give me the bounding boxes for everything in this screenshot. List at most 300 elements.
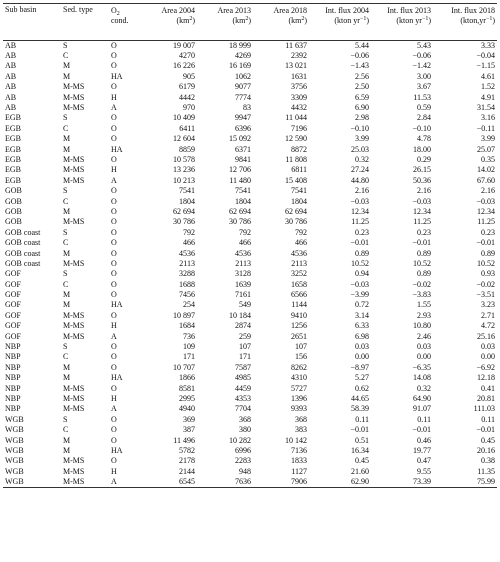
cell-o2-cond: HA (111, 71, 123, 81)
cell-sed-type: M-MS (63, 258, 85, 268)
table-row (3, 435, 497, 445)
table-row (3, 176, 497, 186)
cell-flux-2013: −1.42 (412, 61, 431, 71)
cell-sub-basin: NBP (5, 342, 21, 352)
cell-sub-basin: NBP (5, 373, 21, 383)
cell-sed-type: S (63, 227, 68, 237)
cell-flux-2013: 1.55 (417, 300, 431, 310)
cell-sub-basin: EGB (5, 144, 21, 154)
cell-area-2013: 7161 (235, 290, 251, 300)
cell-area-2004: 4442 (179, 92, 195, 102)
table-row (3, 425, 497, 435)
cell-area-2013: 466 (239, 238, 251, 248)
cell-sub-basin: WGB (5, 425, 24, 435)
cell-area-2004: 6179 (179, 82, 195, 92)
cell-flux-2004: −0.01 (350, 238, 369, 248)
cell-flux-2004: 0.62 (355, 383, 369, 393)
cell-area-2004: 109 (183, 342, 195, 352)
cell-area-2013: 549 (239, 300, 251, 310)
cell-area-2004: 1804 (179, 196, 195, 206)
cell-o2-cond: O (111, 82, 117, 92)
table-row (3, 290, 497, 300)
cell-sub-basin: NBP (5, 404, 21, 414)
col-header-flux-2018: Int. flux 2018 $(kton,yr^{-1})$ (451, 6, 495, 25)
cell-flux-2018: 12.18 (477, 373, 495, 383)
cell-area-2013: 107 (239, 342, 251, 352)
cell-area-2018: 1144 (291, 300, 307, 310)
cell-flux-2018: 0.89 (481, 248, 495, 258)
cell-area-2004: 736 (183, 331, 195, 341)
cell-sed-type: M-MS (63, 310, 85, 320)
cell-sed-type: C (63, 238, 69, 248)
cell-sub-basin: GOB (5, 217, 22, 227)
cell-sub-basin: GOB (5, 196, 22, 206)
cell-area-2018: 1396 (291, 393, 307, 403)
cell-sub-basin: GOB coast (5, 258, 41, 268)
cell-flux-2004: 6.98 (355, 331, 369, 341)
table-row (3, 259, 497, 269)
cell-area-2013: 6396 (235, 123, 251, 133)
cell-area-2013: 7704 (235, 404, 251, 414)
cell-o2-cond: O (111, 258, 117, 268)
table-row (3, 228, 497, 238)
cell-area-2004: 8581 (179, 383, 195, 393)
cell-flux-2013: −6.35 (412, 362, 431, 372)
cell-area-2004: 16 226 (173, 61, 195, 71)
cell-flux-2018: 67.60 (477, 175, 495, 185)
cell-sub-basin: AB (5, 71, 17, 81)
cell-o2-cond: O (111, 113, 117, 123)
table-row (3, 415, 497, 425)
cell-flux-2004: 0.00 (355, 352, 369, 362)
cell-flux-2018: 75.99 (477, 476, 495, 486)
cell-area-2004: 12 604 (173, 134, 195, 144)
table-row (3, 134, 497, 144)
cell-flux-2004: 3.99 (355, 134, 369, 144)
cell-sed-type: M (63, 290, 71, 300)
table-row (3, 269, 497, 279)
cell-flux-2004: 0.11 (355, 414, 369, 424)
cell-flux-2018: −0.11 (476, 123, 495, 133)
cell-area-2018: 7196 (291, 123, 307, 133)
cell-area-2004: 1866 (179, 373, 195, 383)
cell-area-2004: 7456 (179, 290, 195, 300)
cell-flux-2018: 2.71 (481, 310, 495, 320)
cell-flux-2018: 12.34 (477, 206, 495, 216)
cell-flux-2018: 0.93 (481, 269, 495, 279)
cell-flux-2013: 0.32 (417, 383, 431, 393)
col-header-area-2004: Area 2004 $(km^2)$ (161, 6, 195, 25)
cell-flux-2013: 2.84 (417, 113, 431, 123)
cell-o2-cond: O (111, 196, 117, 206)
cell-sub-basin: EGB (5, 175, 21, 185)
cell-flux-2004: 44.65 (351, 393, 369, 403)
cell-area-2004: 5782 (179, 445, 195, 455)
cell-sed-type: C (63, 279, 69, 289)
cell-area-2018: 10 142 (285, 435, 307, 445)
cell-o2-cond: O (111, 51, 117, 61)
cell-flux-2004: −0.03 (350, 279, 369, 289)
cell-flux-2018: 0.23 (481, 227, 495, 237)
cell-flux-2018: 0.00 (481, 352, 495, 362)
cell-sub-basin: GOB (5, 206, 22, 216)
cell-sub-basin: GOB coast (5, 248, 41, 258)
cell-area-2013: 7774 (235, 92, 251, 102)
cell-area-2004: 970 (183, 103, 195, 113)
cell-area-2013: 83 (243, 103, 251, 113)
cell-sed-type: M (63, 248, 71, 258)
cell-o2-cond: O (111, 383, 117, 393)
cell-flux-2018: 0.03 (481, 342, 495, 352)
cell-sed-type: M-MS (63, 321, 85, 331)
cell-area-2018: 2392 (291, 51, 307, 61)
cell-area-2018: 156 (295, 352, 307, 362)
table-row (3, 82, 497, 92)
cell-sed-type: M-MS (63, 404, 85, 414)
cell-area-2018: 11 808 (285, 154, 307, 164)
cell-flux-2004: 0.03 (355, 342, 369, 352)
cell-sub-basin: GOB coast (5, 238, 41, 248)
cell-area-2018: 2113 (291, 258, 307, 268)
cell-flux-2018: 25.07 (477, 144, 495, 154)
cell-area-2004: 30 786 (173, 217, 195, 227)
cell-sed-type: M (63, 435, 71, 445)
cell-sub-basin: NBP (5, 393, 21, 403)
cell-flux-2013: 0.46 (417, 435, 431, 445)
cell-flux-2004: 0.94 (355, 269, 369, 279)
cell-flux-2018: 11.35 (477, 466, 495, 476)
cell-area-2013: 6996 (235, 445, 251, 455)
cell-sub-basin: GOF (5, 290, 22, 300)
cell-sub-basin: WGB (5, 476, 24, 486)
cell-sed-type: M-MS (63, 466, 85, 476)
cell-area-2018: 2651 (291, 331, 307, 341)
cell-flux-2004: 2.56 (355, 71, 369, 81)
cell-area-2004: 1684 (179, 321, 195, 331)
cell-flux-2018: 3.99 (481, 134, 495, 144)
cell-area-2013: 4459 (235, 383, 251, 393)
cell-sed-type: M (63, 134, 71, 144)
cell-o2-cond: O (111, 227, 117, 237)
cell-flux-2004: 21.60 (351, 466, 369, 476)
cell-area-2013: 7636 (235, 476, 251, 486)
cell-sub-basin: NBP (5, 362, 21, 372)
cell-flux-2018: 11.25 (477, 217, 495, 227)
cell-area-2018: 11 637 (285, 40, 307, 50)
cell-area-2004: 8859 (179, 144, 195, 154)
cell-area-2013: 1639 (235, 279, 251, 289)
cell-area-2013: 4269 (235, 51, 251, 61)
cell-flux-2013: −0.02 (412, 279, 431, 289)
cell-flux-2013: −0.01 (412, 425, 431, 435)
cell-flux-2004: 10.52 (351, 258, 369, 268)
cell-o2-cond: O (111, 154, 117, 164)
cell-area-2013: 2113 (235, 258, 251, 268)
cell-flux-2004: −0.06 (350, 51, 369, 61)
cell-sub-basin: EGB (5, 165, 21, 175)
table-row (3, 113, 497, 123)
cell-sed-type: M (63, 362, 71, 372)
cell-flux-2018: 3.33 (481, 40, 495, 50)
table-row (3, 196, 497, 206)
cell-flux-2013: −0.01 (412, 238, 431, 248)
cell-area-2018: 4536 (291, 248, 307, 258)
table-body (3, 41, 497, 488)
cell-sed-type: M (63, 445, 71, 455)
cell-area-2018: 107 (295, 342, 307, 352)
col-header-o2-cond: $O_2$ cond. (111, 6, 129, 25)
cell-o2-cond: A (111, 331, 117, 341)
table-row (3, 207, 497, 217)
cell-area-2004: 62 694 (173, 206, 195, 216)
cell-flux-2013: 10.52 (413, 258, 431, 268)
cell-flux-2013: 2.16 (417, 186, 431, 196)
col-header-area-2018: Area 2018 $(km^2)$ (273, 6, 307, 25)
cell-area-2013: 1062 (235, 71, 251, 81)
cell-sub-basin: AB (5, 82, 17, 92)
cell-area-2013: 4353 (235, 393, 251, 403)
cell-flux-2013: 50.36 (413, 175, 431, 185)
col-header-flux-2004: Int. flux 2004 (kton $yr^{-1}$) (325, 6, 369, 25)
cell-flux-2004: 6.33 (355, 321, 369, 331)
table-row (3, 446, 497, 456)
cell-flux-2013: −3.83 (412, 290, 431, 300)
table-row (3, 165, 497, 175)
cell-flux-2004: 2.98 (355, 113, 369, 123)
cell-flux-2013: 64.90 (413, 393, 431, 403)
cell-area-2004: 1688 (179, 279, 195, 289)
cell-flux-2018: −3.51 (476, 290, 495, 300)
cell-sed-type: S (63, 342, 68, 352)
cell-area-2013: 30 786 (229, 217, 251, 227)
cell-o2-cond: O (111, 134, 117, 144)
cell-sub-basin: NBP (5, 352, 21, 362)
cell-sed-type: S (63, 40, 68, 50)
cell-flux-2018: −1.15 (476, 61, 495, 71)
cell-flux-2018: −0.02 (476, 279, 495, 289)
cell-area-2004: 466 (183, 238, 195, 248)
cell-sub-basin: WGB (5, 414, 24, 424)
cell-o2-cond: O (111, 40, 117, 50)
cell-sub-basin: GOF (5, 279, 22, 289)
cell-flux-2013: 2.46 (417, 331, 431, 341)
cell-flux-2018: 0.45 (481, 435, 495, 445)
cell-sub-basin: WGB (5, 445, 24, 455)
cell-sed-type: C (63, 196, 69, 206)
cell-flux-2013: 0.03 (417, 342, 431, 352)
cell-sub-basin: EGB (5, 154, 21, 164)
cell-flux-2004: 0.51 (355, 435, 369, 445)
cell-area-2018: 3252 (291, 269, 307, 279)
table-row (3, 342, 497, 352)
cell-flux-2018: 0.11 (481, 414, 495, 424)
cell-flux-2004: 25.03 (351, 144, 369, 154)
cell-sed-type: C (63, 51, 69, 61)
cell-o2-cond: O (111, 248, 117, 258)
cell-sed-type: M-MS (63, 456, 85, 466)
cell-flux-2004: 58.39 (351, 404, 369, 414)
cell-sub-basin: GOF (5, 269, 22, 279)
cell-area-2004: 6411 (179, 123, 195, 133)
table-row (3, 51, 497, 61)
cell-area-2013: 6371 (235, 144, 251, 154)
cell-o2-cond: O (111, 310, 117, 320)
cell-flux-2018: −6.92 (476, 362, 495, 372)
cell-o2-cond: HA (111, 373, 123, 383)
cell-o2-cond: H (111, 321, 117, 331)
cell-flux-2004: 6.90 (355, 103, 369, 113)
cell-sed-type: S (63, 113, 68, 123)
col-header-sub-basin: Sub basin (5, 5, 37, 14)
cell-flux-2013: 26.15 (413, 165, 431, 175)
cell-flux-2004: 27.24 (351, 165, 369, 175)
cell-flux-2013: 0.23 (417, 227, 431, 237)
cell-flux-2013: 0.47 (417, 456, 431, 466)
cell-o2-cond: A (111, 175, 117, 185)
cell-flux-2018: 1.52 (481, 82, 495, 92)
cell-flux-2004: 62.90 (351, 476, 369, 486)
cell-flux-2013: 9.55 (417, 466, 431, 476)
table-row (3, 467, 497, 477)
cell-flux-2004: 2.16 (355, 186, 369, 196)
cell-area-2018: 383 (295, 425, 307, 435)
cell-sed-type: M-MS (63, 476, 85, 486)
cell-flux-2013: 2.93 (417, 310, 431, 320)
cell-o2-cond: O (111, 425, 117, 435)
cell-flux-2004: 6.59 (355, 92, 369, 102)
cell-o2-cond: O (111, 342, 117, 352)
cell-area-2018: 6811 (291, 165, 307, 175)
cell-flux-2013: 0.29 (417, 154, 431, 164)
table-row (3, 331, 497, 341)
cell-area-2013: 7541 (235, 186, 251, 196)
cell-area-2004: 11 496 (173, 435, 195, 445)
table-row (3, 404, 497, 414)
col-header-flux-2013: Int. flux 2013 (kton $yr^{-1}$) (387, 6, 431, 25)
cell-sed-type: M-MS (63, 165, 85, 175)
cell-flux-2004: −1.43 (350, 61, 369, 71)
cell-flux-2018: 3.16 (481, 113, 495, 123)
cell-area-2013: 1804 (235, 196, 251, 206)
cell-flux-2004: 3.14 (355, 310, 369, 320)
table-row (3, 103, 497, 113)
cell-flux-2004: −8.97 (350, 362, 369, 372)
cell-o2-cond: O (111, 279, 117, 289)
cell-flux-2004: 5.44 (355, 40, 369, 50)
cell-sub-basin: EGB (5, 134, 21, 144)
cell-o2-cond: O (111, 435, 117, 445)
cell-flux-2018: 111.03 (473, 404, 495, 414)
cell-flux-2013: 73.39 (413, 476, 431, 486)
cell-flux-2004: 16.34 (351, 445, 369, 455)
cell-flux-2018: 0.41 (481, 383, 495, 393)
cell-area-2018: 1833 (291, 456, 307, 466)
cell-flux-2018: 14.02 (477, 165, 495, 175)
cell-area-2004: 2144 (179, 466, 195, 476)
cell-area-2018: 7136 (291, 445, 307, 455)
cell-area-2013: 7587 (235, 362, 251, 372)
cell-sub-basin: GOF (5, 300, 22, 310)
cell-sed-type: M-MS (63, 154, 85, 164)
cell-sed-type: M-MS (63, 331, 85, 341)
cell-area-2018: 9393 (291, 404, 307, 414)
cell-area-2013: 11 480 (229, 175, 251, 185)
cell-area-2018: 11 044 (285, 113, 307, 123)
cell-sub-basin: GOB coast (5, 227, 41, 237)
cell-o2-cond: O (111, 206, 117, 216)
cell-area-2004: 2995 (179, 393, 195, 403)
cell-area-2018: 7541 (291, 186, 307, 196)
cell-area-2013: 4985 (235, 373, 251, 383)
cell-flux-2013: 19.77 (413, 445, 431, 455)
cell-area-2013: 171 (239, 352, 251, 362)
table-row (3, 248, 497, 258)
table-row (3, 311, 497, 321)
cell-area-2013: 2874 (235, 321, 251, 331)
cell-area-2018: 368 (295, 414, 307, 424)
cell-sed-type: M (63, 144, 71, 154)
cell-sub-basin: GOF (5, 321, 22, 331)
cell-flux-2004: −0.10 (350, 123, 369, 133)
cell-flux-2013: 5.43 (417, 40, 431, 50)
cell-area-2004: 387 (183, 425, 195, 435)
cell-flux-2013: 0.11 (417, 414, 431, 424)
cell-flux-2004: 0.45 (355, 456, 369, 466)
cell-o2-cond: A (111, 103, 117, 113)
cell-sub-basin: EGB (5, 113, 21, 123)
cell-flux-2013: 14.08 (413, 373, 431, 383)
cell-o2-cond: O (111, 352, 117, 362)
table-row (3, 217, 497, 227)
cell-area-2013: 259 (239, 331, 251, 341)
cell-o2-cond: A (111, 476, 117, 486)
cell-sub-basin: AB (5, 51, 17, 61)
table-row (3, 456, 497, 466)
table-row (3, 363, 497, 373)
cell-flux-2013: 11.53 (413, 92, 431, 102)
table-row (3, 61, 497, 71)
cell-area-2013: 9077 (235, 82, 251, 92)
cell-flux-2013: 18.00 (413, 144, 431, 154)
cell-o2-cond: O (111, 269, 117, 279)
table-row (3, 186, 497, 196)
cell-sed-type: C (63, 352, 69, 362)
table-row (3, 238, 497, 248)
data-table (3, 3, 497, 488)
table-row (3, 300, 497, 310)
cell-area-2004: 13 236 (173, 165, 195, 175)
cell-area-2018: 792 (295, 227, 307, 237)
col-header-area-2013: Area 2013 $(km^2)$ (217, 6, 251, 25)
cell-sed-type: C (63, 123, 69, 133)
cell-flux-2018: 20.81 (477, 393, 495, 403)
cell-area-2013: 10 184 (229, 310, 251, 320)
cell-sed-type: C (63, 425, 69, 435)
cell-area-2004: 10 707 (173, 362, 195, 372)
cell-area-2013: 2283 (235, 456, 251, 466)
cell-flux-2004: 5.27 (355, 373, 369, 383)
table-row (3, 383, 497, 393)
cell-area-2018: 9410 (291, 310, 307, 320)
cell-area-2004: 6545 (179, 476, 195, 486)
cell-flux-2018: 4.72 (481, 321, 495, 331)
cell-flux-2004: 11.25 (351, 217, 369, 227)
cell-area-2013: 4536 (235, 248, 251, 258)
cell-sed-type: S (63, 269, 68, 279)
cell-o2-cond: O (111, 290, 117, 300)
cell-o2-cond: HA (111, 300, 123, 310)
cell-flux-2004: 0.32 (355, 154, 369, 164)
